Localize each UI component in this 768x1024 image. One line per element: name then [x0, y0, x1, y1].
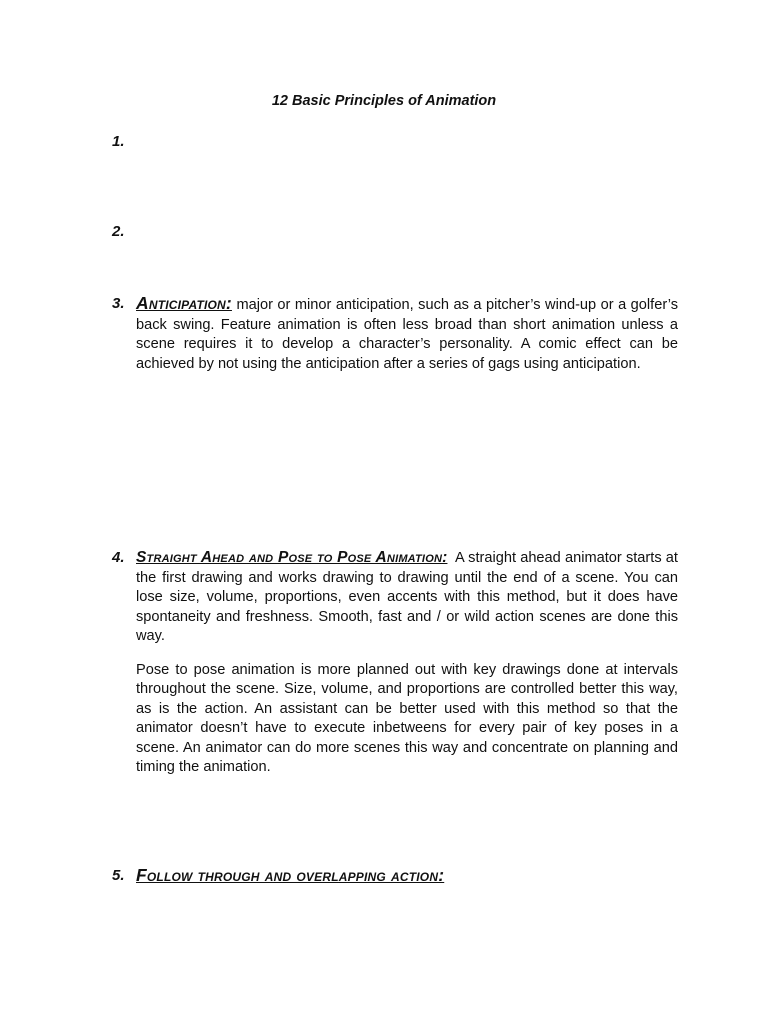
item-number: 1. — [112, 133, 125, 150]
item-paragraph — [136, 866, 678, 888]
item-number: 3. — [112, 295, 125, 312]
item-heading: Anticipation: — [136, 293, 232, 313]
item-body — [136, 294, 678, 374]
item-paragraph — [136, 548, 678, 647]
paragraph-text: major or minor anticipation, such as a pitcher’s wind-up or a golfer’s back swing. Feature animation is often less broad than short animation unless a scene requires it to develop a character’s personality. A comic effect can be achieved by not using the anticipation after a series of gags using anticipation. — [136, 297, 678, 372]
item-number: 4. — [112, 549, 125, 566]
item-paragraph: Pose to pose animation is more planned out with key drawings done at intervals throughout the scene. Size, volume, and proportions are controlled better this way, as is the action. An assistant can be better used with this method so that the animator doesn’t have to execute inbetweens for every pair of key poses in a scene. An animator can do more scenes this way and concentrate on planning and timing the animation. — [136, 661, 678, 775]
item-heading: Follow through and overlapping action: — [136, 865, 445, 885]
item-body — [136, 866, 678, 888]
item-body — [136, 548, 678, 778]
item-number: 5. — [112, 867, 125, 884]
item-number: 2. — [112, 223, 125, 240]
item-heading: Straight Ahead and Pose to Pose Animation: — [136, 549, 448, 566]
paragraph-text: A straight ahead animator starts at the first drawing and works drawing to drawing until the end of a scene. You can lose size, volume, proportions, even accents with this method, but it does have spontaneity and freshness. Smooth, fast and / or wild action scenes are done this way. — [136, 550, 678, 644]
item-paragraph — [136, 294, 678, 374]
document-title: 12 Basic Principles of Animation — [271, 93, 497, 109]
